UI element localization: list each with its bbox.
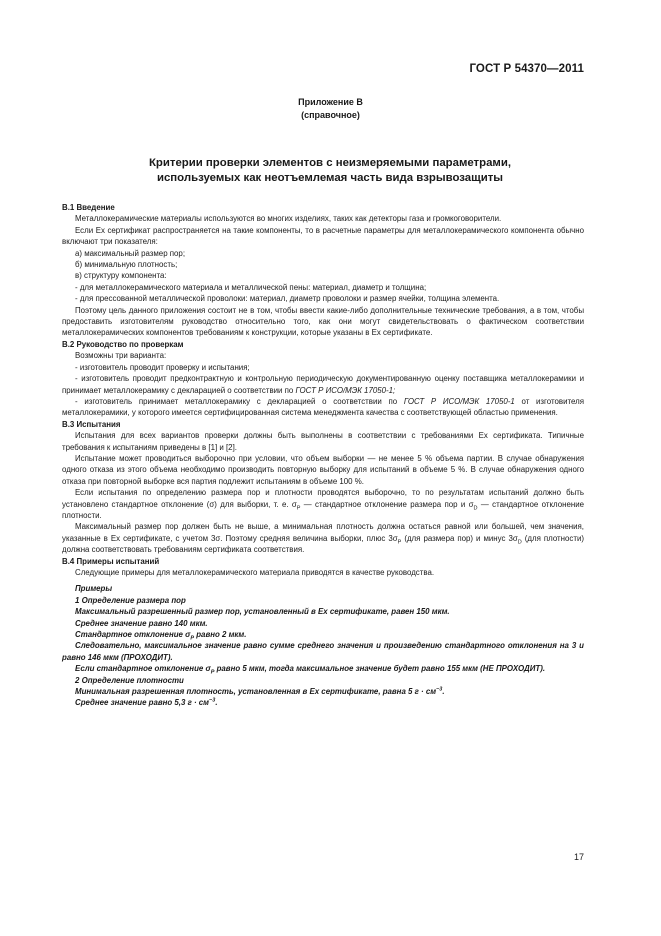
text: - изготовитель проводит предконтрактную и контрольную периодическую документированную оценку поставщика металлокерамики и принимает металлокерамику с декларацией о соответствии по bbox=[62, 374, 584, 395]
section-b4-heading: В.4 Примеры испытаний bbox=[62, 556, 160, 566]
example-line bbox=[62, 697, 584, 708]
section-b2-heading: В.2 Руководство по проверкам bbox=[62, 339, 184, 349]
subscript: D bbox=[473, 505, 478, 512]
subscript: P bbox=[190, 635, 195, 642]
text: равно 2 мкм. bbox=[194, 630, 247, 640]
list-item bbox=[62, 396, 584, 419]
paragraph: Металлокерамические материалы используются во многих изделиях, таких как детекторы газа и громкоговорители. bbox=[75, 214, 502, 224]
text: Стандартное отклонение σ bbox=[75, 630, 191, 640]
paragraph: Испытания для всех вариантов проверки должны быть выполнены в соответствии с требованиями Ex сертификата. Типичные требования к испытаниям приведены в [1] и [2]. bbox=[62, 431, 584, 452]
example-line bbox=[62, 629, 584, 640]
example-line bbox=[62, 663, 584, 674]
list-item: а) максимальный размер пор; bbox=[75, 248, 186, 258]
example-2-heading: 2 Определение плотности bbox=[75, 675, 184, 685]
subscript: D bbox=[517, 539, 522, 546]
page-number: 17 bbox=[573, 852, 584, 862]
list-item: - для прессованной металлической проволоки: материал, диаметр проволоки и размер ячейки, толщина элемента. bbox=[75, 294, 500, 304]
text: Среднее значение равно 5,3 г · см bbox=[75, 698, 210, 708]
paragraph bbox=[62, 521, 584, 555]
text: Если испытания по определению размера пор и плотности проводятся выборочно, то по результатам испытаний должно быть установлено стандартное отклонение (σ) для выборки, т. е. σ bbox=[62, 488, 584, 509]
annex-heading bbox=[0, 96, 661, 122]
example-line bbox=[62, 686, 584, 697]
paragraph: Следующие примеры для металлокерамического материала приводятся в качестве руководства. bbox=[75, 568, 435, 577]
subscript: P bbox=[397, 539, 402, 546]
list-item: в) структуру компонента: bbox=[75, 271, 167, 281]
paragraph: Испытание может проводиться выборочно при условии, что объем выборки — не менее 5 % объема партии. В случае обнаружения одного отказа из этого объема необходимо производить повторную выборку для испытаний в объеме 5 %. В случае обнаружения одного отказа при повторной выборке вся партия подлежит испытаниям в объеме 100 %. bbox=[62, 453, 584, 486]
subscript: P bbox=[210, 669, 215, 676]
text: Минимальная разрешенная плотность, установленная в Ex сертификате, равна 5 г · см bbox=[75, 687, 437, 697]
document-code: ГОСТ Р 54370—2011 bbox=[469, 63, 584, 75]
example-1-heading: 1 Определение размера пор bbox=[75, 595, 186, 605]
document-body bbox=[62, 202, 584, 709]
annex-title-line-1: Критерии проверки элементов с неизмеряемыми параметрами, bbox=[148, 157, 512, 169]
paragraph bbox=[62, 487, 584, 521]
superscript: −3 bbox=[436, 686, 443, 693]
example-line: Следовательно, максимальное значение равно сумме среднего значения и произведению стандартного отклонения на 3 и равно 146 мкм (ПРОХОДИТ). bbox=[62, 641, 584, 662]
section-b1-heading: В.1 Введение bbox=[62, 203, 115, 212]
example-line: Среднее значение равно 140 мкм. bbox=[75, 618, 208, 628]
standard-reference: ГОСТ Р ИСО/МЭК 17050-1; bbox=[295, 385, 396, 395]
text: (для размера пор) и минус 3σ bbox=[401, 533, 518, 543]
annex-type: (справочное) bbox=[301, 110, 360, 120]
text: - изготовитель принимает металлокерамику с декларацией о соответствии по bbox=[75, 396, 404, 406]
paragraph: Поэтому цель данного приложения состоит не в том, чтобы ввести какие-либо дополнительные технические требования, а в том, чтобы предоставить изготовителям руководство относительно того, как они могут свидетельствовать о фактическом соответствии металлокерамических компонентов требованиям к конструкции, которые указаны в Ex сертификате. bbox=[62, 305, 584, 338]
paragraph: Если Ex сертификат распространяется на такие компоненты, то в расчетные параметры для металлокерамического компонента обычно включают три показателя: bbox=[62, 225, 584, 247]
text: равно 5 мкм, тогда максимальное значение будет равно 155 мкм (НЕ ПРОХОДИТ). bbox=[214, 664, 546, 674]
text: — стандартное отклонение плотности. bbox=[62, 499, 584, 520]
annex-title bbox=[60, 156, 600, 185]
text: . bbox=[215, 698, 218, 708]
standard-reference: ГОСТ Р ИСО/МЭК 17050-1 bbox=[403, 396, 515, 406]
annex-title-line-2: используемых как неотъемлемая часть вида взрывозащиты bbox=[156, 171, 504, 184]
annex-label: Приложение В bbox=[298, 97, 363, 107]
text: Максимальный размер пор должен быть не выше, а минимальная плотность должна остаться равной или большей, чем значения, указанные в Ex сертификате, с учетом 3σ. Поэтому средняя величина выборки, плюс 3σ bbox=[62, 522, 584, 543]
text: от изготовителя металлокерамики, у которого имеется сертифицированная система менеджмента качества с соответствующей областью применения. bbox=[62, 396, 585, 418]
paragraph: Возможны три варианта: bbox=[75, 351, 167, 361]
list-item bbox=[62, 373, 584, 396]
examples-title: Примеры bbox=[75, 584, 113, 594]
list-item: - для металлокерамического материала и металлической пены: материал, диаметр и толщина; bbox=[75, 282, 427, 292]
text: . bbox=[442, 687, 445, 697]
superscript: −3 bbox=[209, 697, 216, 704]
text: Если стандартное отклонение σ bbox=[75, 664, 211, 674]
list-item: - изготовитель проводит проверку и испытания; bbox=[75, 362, 250, 372]
section-b3-heading: В.3 Испытания bbox=[62, 419, 121, 429]
text: — стандартное отклонение размера пор и σ bbox=[300, 499, 474, 509]
example-line: Максимальный разрешенный размер пор, установленный в Ex сертификате, равен 150 мкм. bbox=[75, 607, 450, 617]
list-item: б) минимальную плотность; bbox=[75, 260, 178, 270]
text: (для плотности) должна соответствовать требованиям сертификата соответствия. bbox=[62, 533, 585, 555]
subscript: P bbox=[296, 505, 301, 512]
